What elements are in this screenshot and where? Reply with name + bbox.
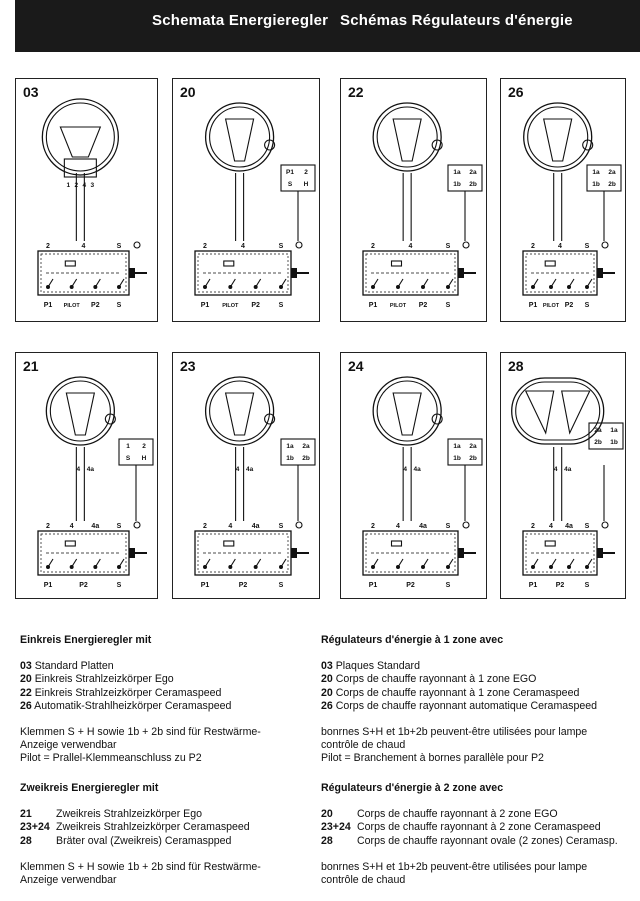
list-item: 28 Bräter oval (Zweikreis) Ceramaspped	[20, 834, 232, 847]
switch-contact	[95, 279, 100, 287]
regulator-top-label: 4	[228, 523, 233, 530]
heater-ring-inner	[377, 381, 437, 441]
regulator-top-label: S	[584, 243, 590, 250]
regulator-bottom-label: P2	[406, 582, 415, 589]
resistor	[224, 261, 234, 266]
regulator-bottom-label: PILOT	[542, 303, 560, 309]
diagram-panel-22	[340, 78, 487, 322]
connector-label: 4	[403, 466, 407, 473]
regulator-top-label: 2	[203, 243, 207, 250]
regulator-top-label: 2	[46, 523, 50, 530]
list-item: 28 Corps de chauffe rayonnant ovale (2 zones) Ceramasp.	[321, 834, 618, 847]
pilot-lamp-icon	[134, 242, 140, 248]
list-item: 03 Plaques Standard	[321, 660, 420, 673]
terminal-label: 2a	[469, 443, 477, 450]
switch-contact	[448, 279, 453, 287]
switch-contact	[230, 279, 235, 287]
regulator-top-label: S	[445, 243, 451, 250]
wiring-diagram-20	[173, 79, 321, 323]
resistor	[545, 261, 555, 266]
page-header	[15, 0, 640, 52]
terminal-label: 3	[90, 182, 95, 189]
shaft-collar	[597, 548, 603, 558]
list-item: 20 Einkreis Strahlzeizkörper Ego	[20, 673, 174, 686]
note-line: Pilot = Prallel-Klemmeanschluss zu P2	[20, 752, 202, 765]
heating-element	[226, 119, 254, 161]
regulator-top-label: 4	[241, 243, 245, 250]
text-fr-single	[321, 634, 636, 766]
resistor	[65, 541, 75, 546]
connector-label: 4a	[564, 466, 572, 473]
terminal-label: 2	[142, 443, 146, 450]
regulator-bottom-label: S	[278, 302, 284, 309]
pilot-lamp-icon	[463, 242, 469, 248]
resistor	[65, 261, 75, 266]
switch-contact	[72, 559, 77, 567]
switch-contact	[95, 559, 100, 567]
list-item: 26 Corps de chauffe rayonnant automatique Ceramaspeed	[321, 699, 598, 712]
switch-contact	[230, 559, 235, 567]
terminal-label: H	[303, 181, 309, 188]
switch-contact	[119, 279, 124, 287]
regulator-top-label: 4	[558, 243, 562, 250]
pilot-lamp-icon	[296, 242, 302, 248]
diagram-panel-03	[15, 78, 158, 322]
regulator-bottom-label: S	[116, 582, 122, 589]
switch-contact	[48, 559, 53, 567]
terminal-label: 1b	[453, 455, 461, 462]
diagram-number: 20	[180, 84, 196, 100]
note-line: Anzeige verwendbar	[20, 874, 117, 887]
resistor	[545, 541, 555, 546]
diagram-number: 22	[348, 84, 364, 100]
regulator-bottom-label: P1	[200, 582, 210, 589]
switch-contact	[533, 279, 538, 287]
diagram-panel-23	[172, 352, 320, 599]
connector-label: 4a	[413, 466, 421, 473]
note-line: Anzeige verwendbar	[20, 739, 117, 752]
wiring-diagram-28	[501, 353, 627, 600]
text-fr-dual	[321, 782, 636, 887]
note-line: bonrnes S+H et 1b+2b peuvent-être utilisées pour lampe	[321, 726, 588, 739]
note-line: Klemmen S + H sowie 1b + 2b sind für Restwärme-	[20, 860, 261, 873]
heating-element	[526, 391, 554, 433]
regulator-top-label: 4a	[419, 523, 427, 530]
regulator-bottom-label: P2	[79, 582, 88, 589]
shaft-collar	[291, 268, 297, 278]
regulator-bottom-label: P2	[251, 302, 260, 309]
shaft-collar	[291, 548, 297, 558]
terminal-label: 1a	[610, 427, 618, 434]
regulator-bottom-label: S	[445, 302, 451, 309]
heating-element	[60, 127, 100, 157]
regulator-top-label: S	[445, 523, 451, 530]
terminal-label: 2	[304, 169, 308, 176]
regulator-bottom-label: P2	[418, 302, 428, 309]
list-item: 22 Einkreis Strahlzeizkörper Ceramaspeed	[20, 686, 222, 699]
switch-contact	[569, 279, 574, 287]
regulator-top-label: 2	[46, 243, 50, 250]
regulator-top-label: 2	[371, 243, 375, 250]
note-line: contrôle de chaud	[321, 874, 406, 887]
diagram-panel-21	[15, 352, 158, 599]
switch-contact	[281, 559, 286, 567]
terminal-label: S	[125, 455, 131, 462]
diagram-number: 26	[508, 84, 524, 100]
switch-contact	[256, 279, 261, 287]
terminal-label: P1	[286, 169, 294, 176]
regulator-bottom-label: P1	[528, 302, 538, 309]
list-item: 23+24 Corps de chauffe rayonnant à 2 zone Ceramaspeed	[321, 821, 601, 834]
terminal-label: 1	[66, 182, 71, 189]
note-line: bonrnes S+H et 1b+2b peuvent-être utilisées pour lampe	[321, 860, 588, 873]
switch-contact	[423, 559, 428, 567]
terminal-label: 1b	[453, 181, 461, 188]
switch-contact	[587, 559, 592, 567]
switch-contact	[119, 559, 124, 567]
heating-element	[562, 391, 590, 433]
terminal-label: 1a	[453, 443, 461, 450]
switch-contact	[48, 279, 53, 287]
shaft-collar	[129, 268, 135, 278]
heater-ring-inner	[210, 381, 270, 441]
terminal-label: 2a	[594, 427, 602, 434]
diagram-panel-24	[340, 352, 487, 599]
section-title: Einkreis Energieregler mit	[20, 634, 152, 646]
terminal-label: 1b	[592, 181, 600, 188]
switch-contact	[373, 279, 378, 287]
regulator-top-label: S	[584, 523, 590, 530]
terminal-label: 2b	[469, 455, 477, 462]
terminal-label: 2b	[469, 181, 477, 188]
terminal-label: 2a	[302, 443, 310, 450]
diagram-number: 24	[348, 358, 364, 374]
pilot-lamp-icon	[602, 242, 608, 248]
terminal-label: 1b	[286, 455, 294, 462]
heating-element	[393, 119, 421, 161]
diagram-number: 28	[508, 358, 524, 374]
shaft-collar	[458, 268, 464, 278]
shaft-collar	[129, 548, 135, 558]
terminal-label: 2a	[469, 169, 477, 176]
switch-contact	[398, 279, 403, 287]
resistor	[392, 261, 402, 266]
list-item: 23+24 Zweikreis Strahlzeizkörper Ceramaspeed	[20, 821, 250, 834]
terminal-label: 1a	[592, 169, 600, 176]
pilot-lamp-icon	[602, 522, 608, 528]
section-title: Régulateurs d'énergie à 2 zone avec	[321, 782, 504, 794]
note-line: Pilot = Branchement à bornes parallèle pour P2	[321, 752, 544, 765]
regulator-bottom-label: P1	[200, 302, 210, 309]
section-title: Régulateurs d'énergie à 1 zone avec	[321, 634, 504, 646]
switch-contact	[448, 559, 453, 567]
terminal-label: 1a	[286, 443, 294, 450]
shaft-collar	[597, 268, 603, 278]
wiring-diagram-24	[341, 353, 488, 600]
heater-ring-inner	[210, 107, 270, 167]
regulator-top-label: 4a	[565, 523, 573, 530]
note-line: Klemmen S + H sowie 1b + 2b sind für Restwärme-	[20, 726, 261, 739]
regulator-top-label: S	[116, 523, 122, 530]
diagram-number: 23	[180, 358, 196, 374]
connector-label: 4a	[86, 466, 94, 473]
terminal-label: 2	[74, 182, 79, 189]
pilot-lamp-icon	[463, 522, 469, 528]
regulator-bottom-label: P2	[238, 582, 248, 589]
wiring-diagram-23	[173, 353, 321, 600]
wiring-diagram-26	[501, 79, 627, 323]
regulator-top-label: S	[278, 243, 284, 250]
list-item: 20 Corps de chauffe rayonnant à 2 zone EGO	[321, 808, 558, 821]
regulator-bottom-label: P2	[91, 302, 100, 309]
regulator-top-label: 4	[408, 243, 413, 250]
regulator-bottom-label: S	[116, 302, 122, 309]
regulator-top-label: S	[116, 243, 122, 250]
switch-contact	[256, 559, 261, 567]
regulator-bottom-label: P1	[368, 582, 378, 589]
terminal-box	[119, 439, 153, 465]
switch-contact	[423, 279, 428, 287]
heating-element	[226, 393, 254, 435]
heating-element	[66, 393, 94, 435]
regulator-bottom-label: P2	[555, 582, 565, 589]
diagram-number: 03	[23, 84, 39, 100]
switch-contact	[551, 559, 556, 567]
regulator-top-label: 4	[69, 523, 74, 530]
wiring-diagram-03	[16, 79, 159, 323]
connector-label: 4	[76, 466, 81, 473]
regulator-top-label: 4a	[251, 523, 260, 530]
wiring-diagram-22	[341, 79, 488, 323]
resistor	[392, 541, 402, 546]
switch-contact	[205, 559, 210, 567]
regulator-bottom-label: S	[445, 582, 451, 589]
heater-ring-outer	[42, 99, 118, 175]
heater-ring-inner	[528, 107, 588, 167]
section-title: Zweikreis Energieregler mit	[20, 782, 159, 794]
switch-contact	[551, 279, 556, 287]
header-title-fr: Schémas Régulateurs d'énergie	[340, 12, 573, 29]
regulator-bottom-label: P1	[368, 302, 378, 309]
regulator-bottom-label: PILOT	[63, 303, 80, 309]
resistor	[224, 541, 234, 546]
list-item: 20 Corps de chauffe rayonnant à 1 zone Ceramaspeed	[321, 686, 580, 699]
connector-label: 4	[235, 466, 240, 473]
regulator-top-label: 2	[203, 523, 207, 530]
terminal-label: 4	[82, 182, 87, 189]
pilot-lamp-icon	[296, 522, 302, 528]
terminal-label: 2b	[302, 455, 310, 462]
regulator-top-label: 4	[549, 523, 553, 530]
regulator-top-label: 4	[81, 243, 86, 250]
heating-element	[544, 119, 572, 161]
list-item: 03 Standard Platten	[20, 660, 114, 673]
heater-ring-inner	[46, 103, 114, 171]
regulator-bottom-label: P1	[528, 582, 538, 589]
terminal-label: 2b	[594, 439, 602, 446]
header-title-de: Schemata Energieregler	[152, 12, 329, 29]
regulator-top-label: 2	[531, 523, 535, 530]
regulator-bottom-label: P2	[564, 302, 574, 309]
diagram-number: 21	[23, 358, 39, 374]
switch-contact	[398, 559, 403, 567]
heater-ring-outer	[512, 378, 604, 444]
pilot-lamp-icon	[134, 522, 140, 528]
list-item: 26 Automatik-Strahlheizkörper Ceramaspeed	[20, 699, 232, 712]
terminal-label: H	[141, 455, 147, 462]
switch-contact	[533, 559, 538, 567]
terminal-label: 1a	[453, 169, 461, 176]
shaft-collar	[458, 548, 464, 558]
plate-terminal-block	[64, 159, 96, 177]
diagram-panel-28	[500, 352, 626, 599]
heating-element	[393, 393, 421, 435]
terminal-label: 2a	[608, 169, 616, 176]
diagram-panel-20	[172, 78, 320, 322]
regulator-top-label: 4a	[91, 523, 100, 530]
regulator-bottom-label: PILOT	[222, 303, 239, 309]
regulator-bottom-label: P1	[43, 302, 53, 309]
switch-contact	[72, 279, 77, 287]
terminal-label: 1	[126, 443, 130, 450]
regulator-top-label: S	[278, 523, 284, 530]
regulator-bottom-label: P1	[43, 582, 53, 589]
connector-label: 4	[553, 466, 558, 473]
regulator-top-label: 2	[371, 523, 375, 530]
diagram-panel-26	[500, 78, 626, 322]
switch-contact	[569, 559, 574, 567]
text-de-single	[20, 634, 310, 766]
regulator-top-label: 4	[396, 523, 400, 530]
heater-ring-inner	[377, 107, 437, 167]
connector-label: 4a	[245, 466, 254, 473]
switch-contact	[281, 279, 286, 287]
regulator-bottom-label: S	[584, 582, 590, 589]
switch-contact	[373, 559, 378, 567]
text-de-dual	[20, 782, 310, 887]
regulator-top-label: 2	[531, 243, 535, 250]
list-item: 20 Corps de chauffe rayonnant à 1 zone EGO	[321, 673, 537, 686]
terminal-label: 1b	[610, 439, 618, 446]
wiring-diagram-21	[16, 353, 159, 600]
terminal-label: S	[287, 181, 293, 188]
switch-contact	[587, 279, 592, 287]
terminal-label: 2b	[608, 181, 616, 188]
list-item: 21 Zweikreis Strahlzeizkörper Ego	[20, 808, 203, 821]
regulator-bottom-label: PILOT	[389, 303, 407, 309]
switch-contact	[205, 279, 210, 287]
heater-ring-inner	[50, 381, 110, 441]
note-line: contrôle de chaud	[321, 739, 406, 752]
regulator-bottom-label: S	[584, 302, 590, 309]
regulator-bottom-label: S	[278, 582, 284, 589]
